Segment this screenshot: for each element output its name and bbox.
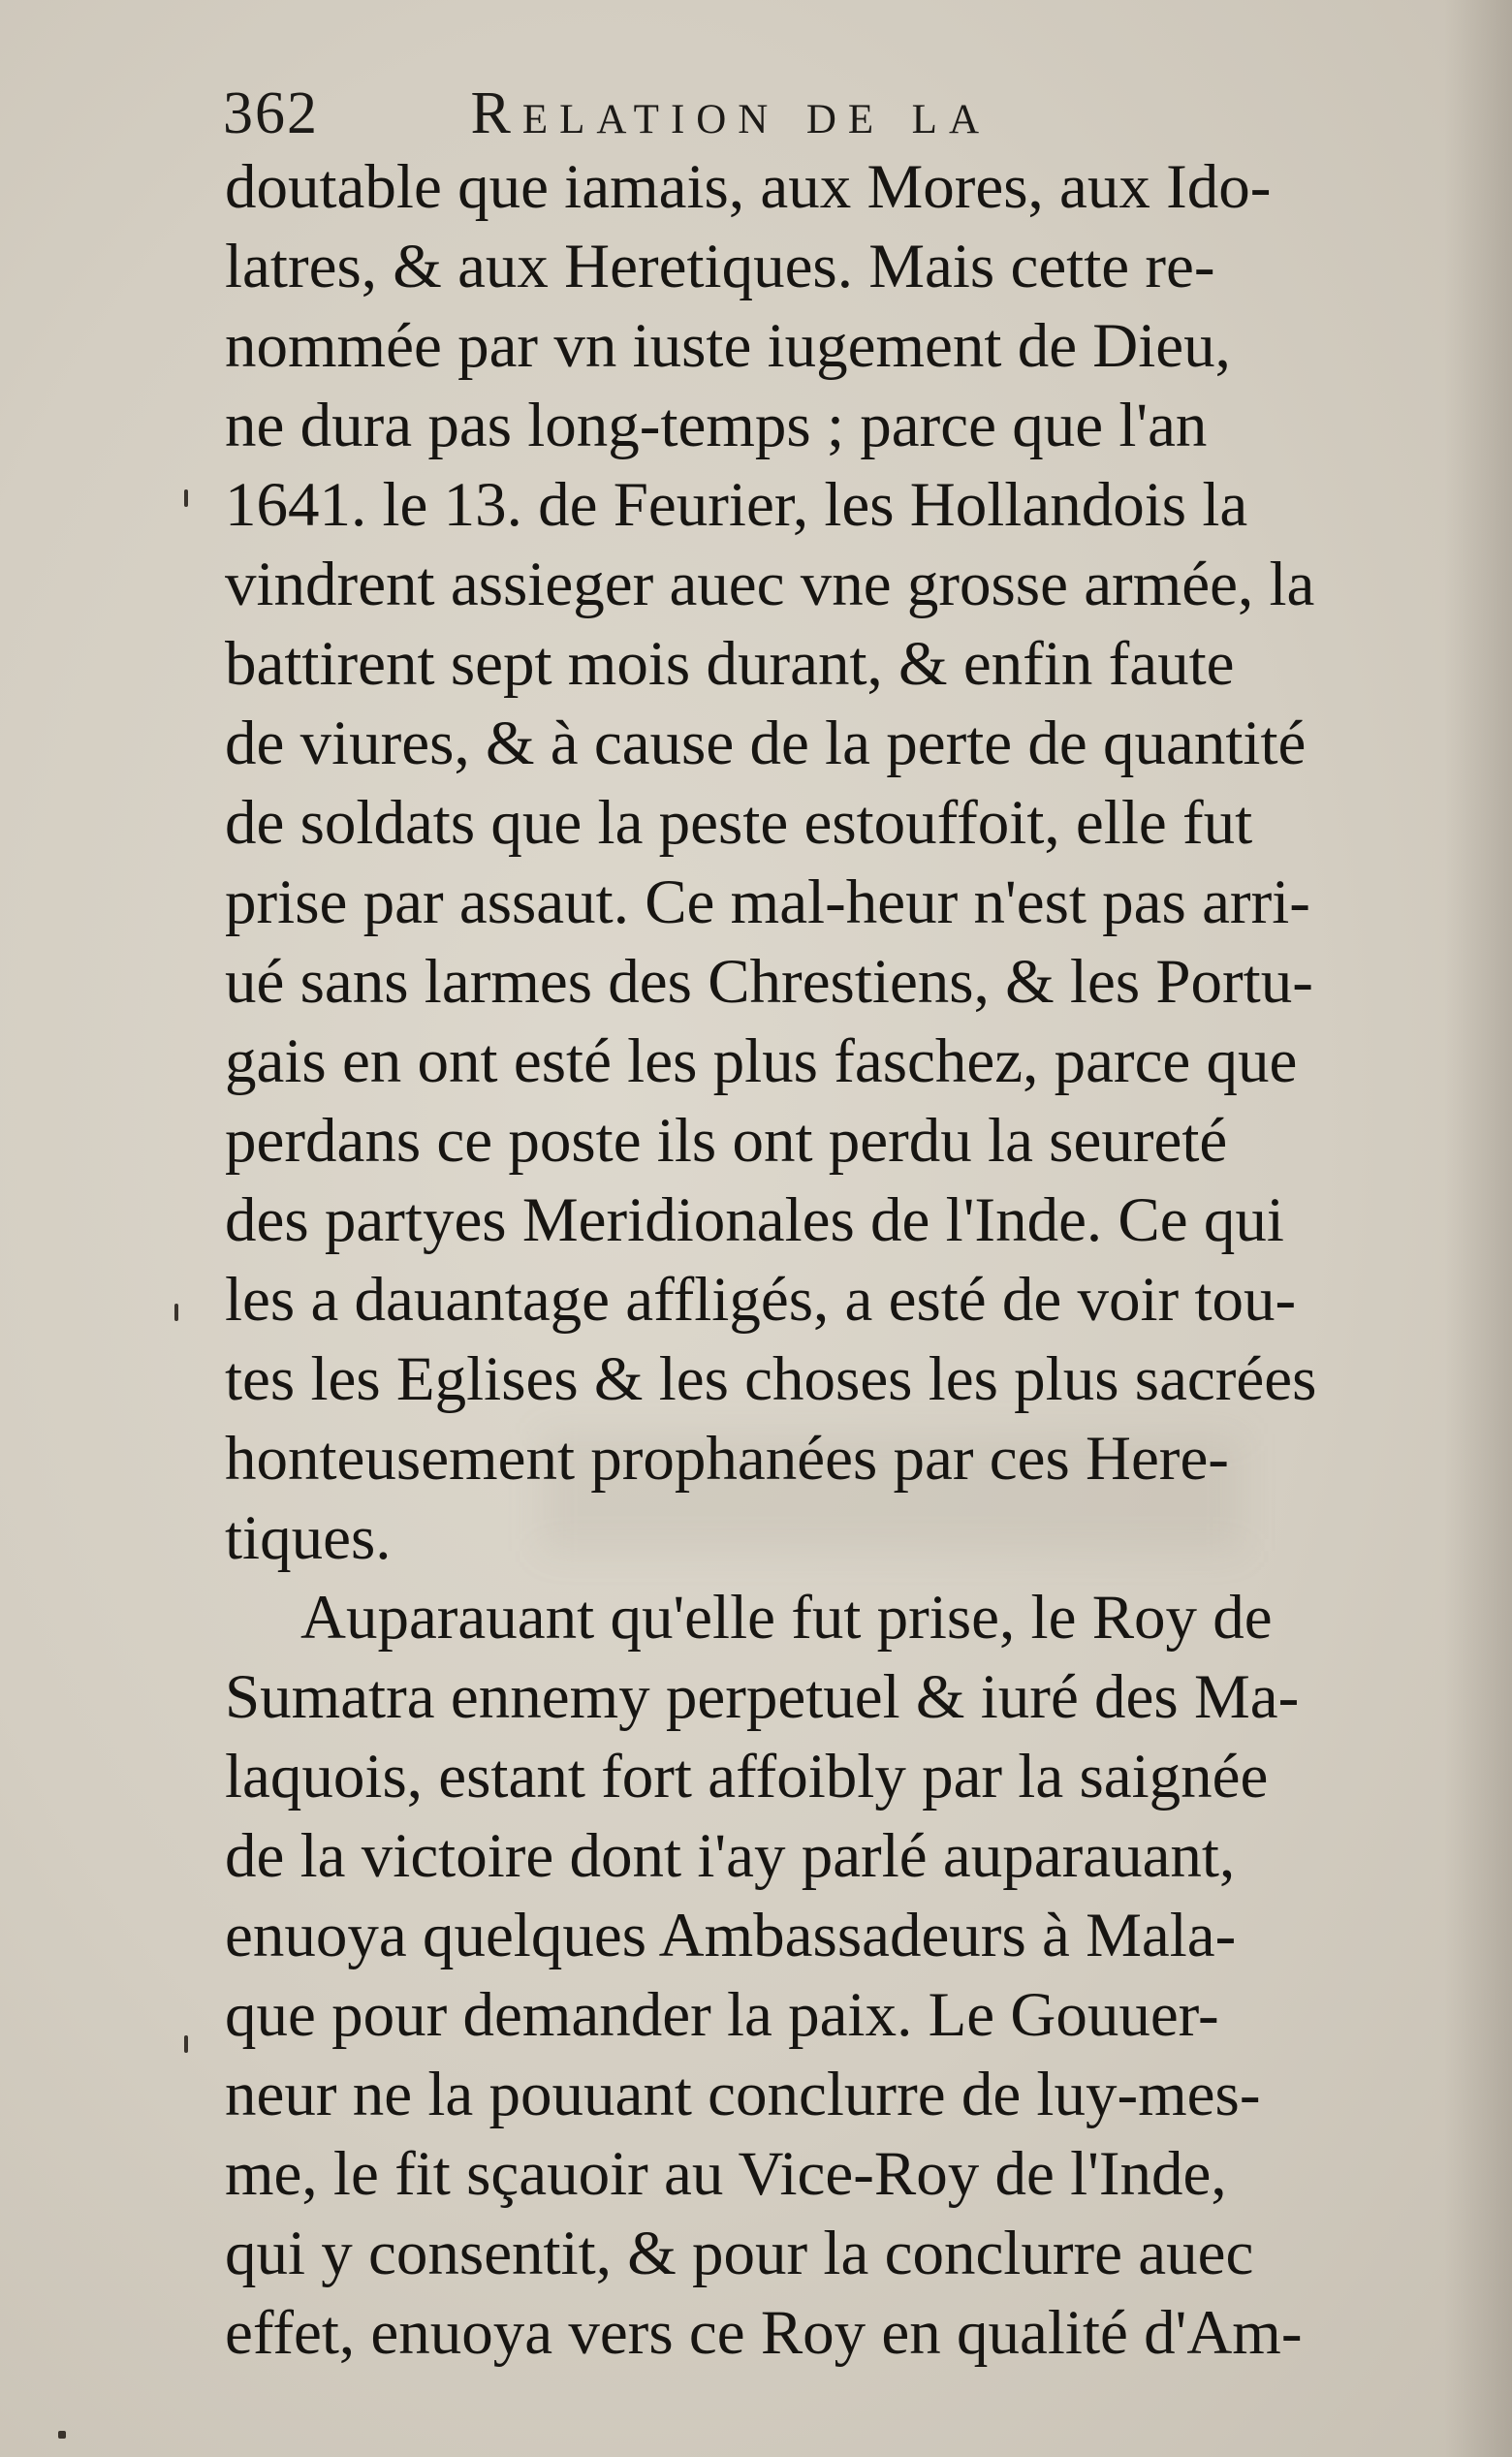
text-line-6: vindrent assieger auec vne grosse armée, la <box>225 550 1315 619</box>
text-line-19: Auparauant qu'elle fut prise, le Roy de <box>300 1583 1273 1653</box>
page-edge-shadow <box>1444 0 1512 2457</box>
text-line-1: doutable que iamais, aux Mores, aux Ido- <box>225 152 1272 222</box>
margin-mark <box>58 2431 66 2439</box>
text-line-3: nommée par vn iuste iugement de Dieu, <box>225 311 1231 381</box>
text-line-15: les a dauantage affligés, a esté de voir tou- <box>225 1265 1297 1335</box>
text-line-7: battirent sept mois durant, & enfin faute <box>225 629 1235 699</box>
text-line-26: me, le fit sçauoir au Vice-Roy de l'Inde, <box>225 2139 1227 2209</box>
text-line-21: laquois, estant fort affoibly par la saignée <box>225 1742 1269 1811</box>
text-line-13: perdans ce poste ils ont perdu la seureté <box>225 1106 1228 1176</box>
running-head <box>223 70 1386 157</box>
text-line-2: latres, & aux Heretiques. Mais cette re- <box>225 232 1215 301</box>
text-line-28: effet, enuoya vers ce Roy en qualité d'Am- <box>225 2298 1303 2368</box>
text-line-17: honteusement prophanées par ces Here- <box>225 1424 1229 1494</box>
text-line-23: enuoya quelques Ambassadeurs à Mala- <box>225 1901 1237 1970</box>
text-line-12: gais en ont esté les plus faschez, parce que <box>225 1026 1298 1096</box>
text-line-14: des partyes Meridionales de l'Inde. Ce qui <box>225 1185 1284 1255</box>
text-line-24: que pour demander la paix. Le Gouuer- <box>225 1980 1219 2050</box>
text-line-9: de soldats que la peste estouffoit, elle fut <box>225 788 1253 858</box>
running-title: Relation de la <box>470 80 992 146</box>
text-line-22: de la victoire dont i'ay parlé auparauant, <box>225 1821 1236 1891</box>
text-line-11: ué sans larmes des Chrestiens, & les Portu- <box>225 947 1313 1017</box>
text-line-5: 1641. le 13. de Feurier, les Hollandois la <box>225 470 1248 540</box>
text-line-20: Sumatra ennemy perpetuel & iuré des Ma- <box>225 1662 1300 1732</box>
text-line-10: prise par assaut. Ce mal-heur n'est pas arri- <box>225 867 1310 937</box>
text-line-25: neur ne la pouuant conclurre de luy-mes- <box>225 2060 1261 2129</box>
text-line-8: de viures, & à cause de la perte de quantité <box>225 709 1307 778</box>
text-line-18: tiques. <box>225 1503 392 1573</box>
margin-mark <box>184 489 188 507</box>
margin-mark <box>174 1304 178 1321</box>
body-text <box>225 147 1427 2373</box>
page-number: 362 <box>223 80 319 146</box>
margin-mark <box>184 2035 188 2053</box>
text-line-16: tes les Eglises & les choses les plus sacrées <box>225 1344 1317 1414</box>
text-line-4: ne dura pas long-temps ; parce que l'an <box>225 391 1208 460</box>
text-line-27: qui y consentit, & pour la conclurre auec <box>225 2219 1254 2288</box>
